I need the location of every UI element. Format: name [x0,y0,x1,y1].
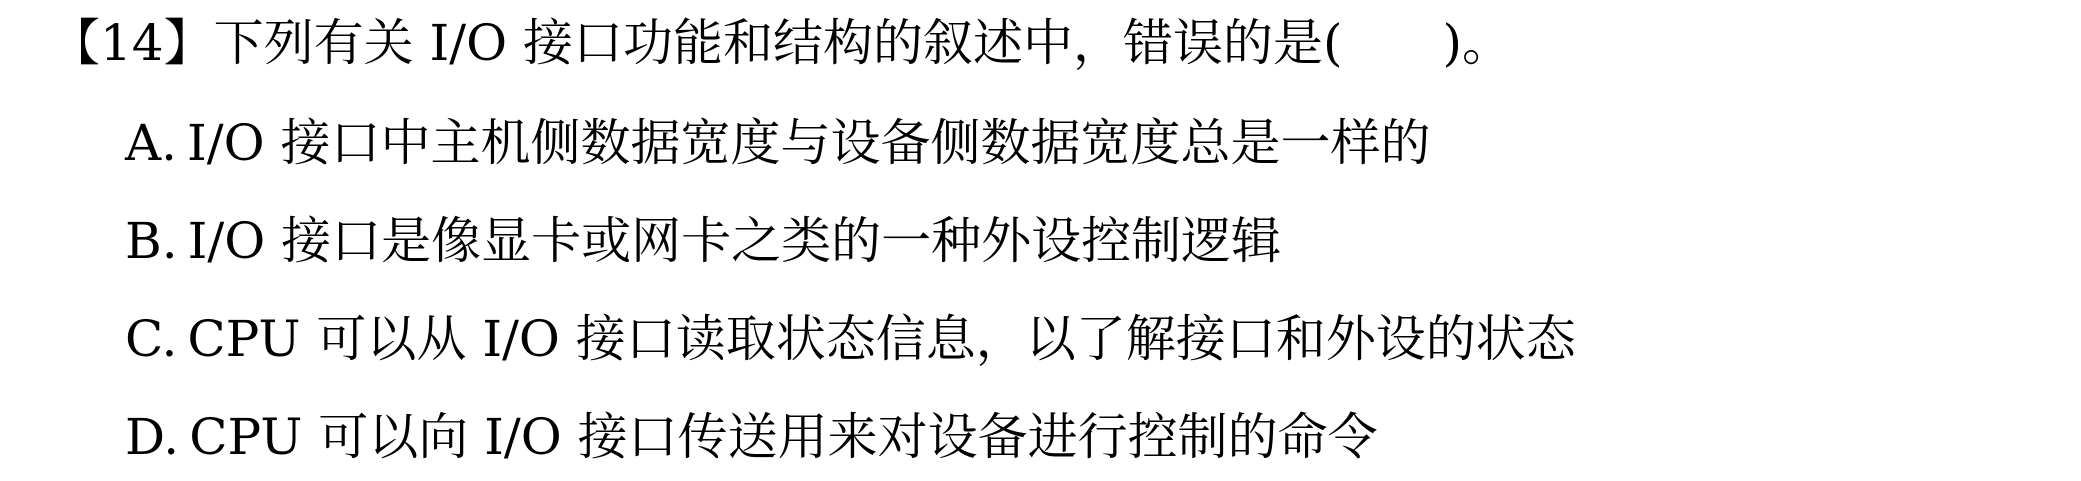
question-text: 下列有关 I/O 接口功能和结构的叙述中，错误的是( )。 [213,14,1513,72]
option-d-key: D. [125,408,180,466]
option-d[interactable] [125,406,1378,468]
option-b-text: I/O 接口是像显卡或网卡之类的一种外设控制逻辑 [187,212,1282,270]
option-c[interactable] [125,308,1576,370]
option-c-key: C. [125,310,178,368]
option-a-text: I/O 接口中主机侧数据宽度与设备侧数据宽度总是一样的 [187,114,1431,172]
option-b[interactable] [125,210,1281,272]
option-b-key: B. [125,212,178,270]
question-stem [50,12,1512,74]
option-c-text: CPU 可以从 I/O 接口读取状态信息，以了解接口和外设的状态 [187,310,1576,368]
option-d-text: CPU 可以向 I/O 接口传送用来对设备进行控制的命令 [189,408,1378,466]
option-a[interactable] [125,112,1431,174]
option-a-key: A. [125,114,178,172]
question-number: 【14】 [50,14,214,72]
